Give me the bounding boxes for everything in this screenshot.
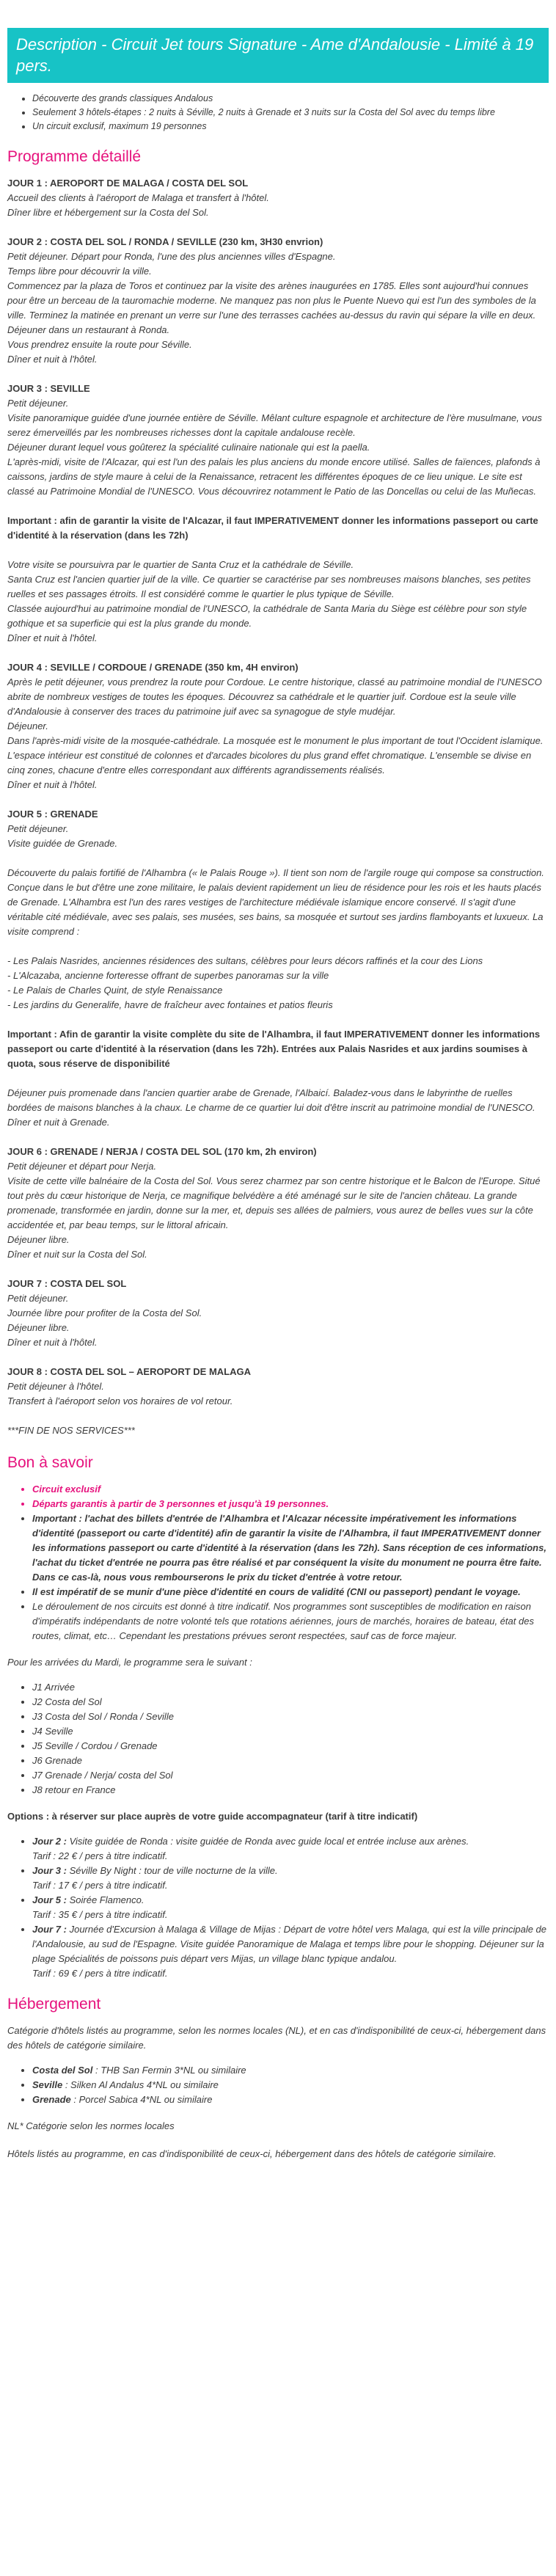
alhambra-list — [7, 954, 549, 1012]
option-day: Jour 2 : — [32, 1836, 67, 1847]
day-line: Visite panoramique guidée d'une journée entière de Séville. Mêlant culture espagnole et architecture de l'ère musulmane, vous serez émerveillés par les nombreuses richesses dont la capitale andalouse recèle. — [7, 412, 542, 438]
option-item — [32, 1893, 549, 1922]
bon-a-savoir-list — [7, 1482, 549, 1643]
day-line: Santa Cruz est l'ancien quartier juif de la ville. Ce quartier se caractérise par ses nombreuses maisons blanches, ses petites ruelles et ses passages étroits. Il est considéré comme le quartier le plus typique de Séville. — [7, 574, 531, 599]
list-item: • J2 Costa del Sol — [32, 1695, 549, 1710]
hebergement-footer: Hôtels listés au programme, en cas d'indisponibilité de ceux-ci, hébergement dans des hôtels de catégorie similaire. — [7, 2148, 497, 2159]
list-item: • J7 Grenade / Nerja/ costa del Sol — [32, 1768, 549, 1783]
day-7 — [7, 1277, 549, 1350]
day-heading: JOUR 2 : COSTA DEL SOL / RONDA / SEVILLE (230 km, 3H30 envrion) — [7, 236, 323, 247]
option-text: Séville By Night : tour de ville nocturne de la ville. — [69, 1865, 278, 1876]
day-line: Petit déjeuner et départ pour Nerja. — [7, 1161, 157, 1172]
day-line: Petit déjeuner. Départ pour Ronda, l'une des plus anciennes villes d'Espagne. — [7, 251, 336, 262]
day-line: Journée libre pour profiter de la Costa del Sol. — [7, 1307, 202, 1318]
day-heading: JOUR 4 : SEVILLE / CORDOUE / GRENADE (350 km, 4H environ) — [7, 662, 299, 673]
option-tarif: Tarif : 69 € / pers à titre indicatif. — [32, 1968, 168, 1979]
day-4 — [7, 660, 549, 792]
nl-note: NL* Catégorie selon les normes locales — [7, 2120, 175, 2131]
day-line: Petit déjeuner. — [7, 823, 69, 834]
day-heading: JOUR 8 : COSTA DEL SOL – AEROPORT DE MALAGA — [7, 1366, 252, 1377]
list-item: • Départs garantis à partir de 3 personnes et jusqu'à 19 personnes. — [32, 1497, 549, 1511]
hotel-name: : THB San Fermin 3*NL ou similaire — [95, 2065, 246, 2076]
day-line: Accueil des clients à l'aéroport de Malaga et transfert à l'hôtel. — [7, 192, 269, 203]
day-line: Votre visite se poursuivra par le quartier de Santa Cruz et la cathédrale de Séville. — [7, 559, 354, 570]
day-line: Dîner et nuit à l'hôtel. — [7, 632, 98, 643]
alcazar-notice: Important : afin de garantir la visite de l'Alcazar, il faut IMPERATIVEMENT donner les informations passeport ou carte d'identité à la réservation (dans les 72h) — [7, 515, 538, 541]
day-line: Dîner libre et hébergement sur la Costa del Sol. — [7, 207, 209, 218]
hotel-item — [32, 2092, 549, 2107]
day-line: Visite de cette ville balnéaire de la Costa del Sol. Vous serez charmez par son centre historique et le Balcon de l'Europe. Situé tout près du cœur historique de Nerja, ce magnifique belvédère a été aménagé sur le site de l'ancien château. La grande promenade, transformée en jardin, donne sur la mer, et, depuis ses allées de palmiers, vous aurez de belles vues sur la côte accidentée et, par beau temps, sur le littoral africain. — [7, 1175, 541, 1230]
day-line: L'après-midi, visite de l'Alcazar, qui est l'un des palais les plus anciens du monde encore utilisé. Salles de faïences, plafonds à caissons, jardins de style maure à celui de la Renaissance, retracent les différentes époques de ce lieu unique. Le site est classé au Patrimoine Mondial de l'UNESCO. Vous découvrirez notamment le Patio de las Doncellas ou celui de las Muñecas. — [7, 456, 541, 497]
day-line: Déjeuner durant lequel vous goûterez la spécialité culinaire nationale qui est la paella. — [7, 442, 370, 453]
day-line: Déjeuner puis promenade dans l'ancien quartier arabe de Grenade, l'Albaicí. Baladez-vous dans le labyrinthe de ruelles bordées de maisons blanches à la chaux. Le charme de ce quartier lui doit d'être inscrit au patrimoine mondial de l'UNESCO. — [7, 1087, 535, 1113]
list-item: • Circuit exclusif — [32, 1482, 549, 1497]
day-line: Dîner et nuit à l'hôtel. — [7, 1337, 98, 1348]
day-heading: JOUR 1 : AEROPORT DE MALAGA / COSTA DEL SOL — [7, 178, 249, 189]
list-item: • Un circuit exclusif, maximum 19 personnes — [32, 120, 549, 134]
day-line: Petit déjeuner à l'hôtel. — [7, 1381, 104, 1392]
hotel-place: Costa del Sol — [32, 2065, 93, 2076]
page-title: Description - Circuit Jet tours Signature - Ame d'Andalousie - Limité à 19 pers. — [7, 28, 549, 83]
day-6 — [7, 1145, 549, 1262]
day-line: Petit déjeuner. — [7, 1293, 69, 1304]
list-item: • J3 Costa del Sol / Ronda / Seville — [32, 1710, 549, 1724]
hotel-place: Grenade — [32, 2094, 71, 2105]
bon-a-savoir-heading: Bon à savoir — [7, 1454, 93, 1471]
option-item — [32, 1834, 549, 1864]
options-heading: Options : à réserver sur place auprès de votre guide accompagnateur (tarif à titre indicatif) — [7, 1811, 418, 1822]
list-item: - Les jardins du Generalife, havre de fraîcheur avec fontaines et patios fleuris — [7, 999, 333, 1010]
list-item: • J6 Grenade — [32, 1754, 549, 1768]
option-day: Jour 3 : — [32, 1865, 67, 1876]
hotel-item — [32, 2063, 549, 2078]
hotel-name: : Porcel Sabica 4*NL ou similaire — [73, 2094, 213, 2105]
day-line: Déjeuner libre. — [7, 1322, 70, 1333]
alhambra-notice: Important : Afin de garantir la visite complète du site de l'Alhambra, il faut IMPERATIVEMENT donner les informations passeport ou carte d'identité à la réservation (dans les 72h). Entrées aux Palais Nasrides et aux jardins soumises à quota, sous réserve de disponibilité — [7, 1029, 541, 1069]
day-line: Dîner et nuit à l'hôtel. — [7, 354, 98, 365]
hebergement-intro: Catégorie d'hôtels listés au programme, selon les normes locales (NL), et en cas d'indisponibilité de ceux-ci, hébergement dans des hôtels de catégorie similaire. — [7, 2025, 546, 2051]
day-line: Dîner et nuit à l'hôtel. — [7, 779, 98, 790]
day-heading: JOUR 7 : COSTA DEL SOL — [7, 1278, 127, 1289]
hotel-item — [32, 2078, 549, 2092]
mardi-intro: Pour les arrivées du Mardi, le programme sera le suivant : — [7, 1657, 252, 1668]
day-line: Après le petit déjeuner, vous prendrez la route pour Cordoue. Le centre historique, classé au patrimoine mondial de l'UNESCO abrite de nombreux vestiges de toutes les époques. Découvrez sa cathédrale et le quartier juif. Cordoue est la seule ville d'Andalousie à conserver des traces du patrimoine juif avec sa synagogue de style mudéjar. — [7, 676, 542, 717]
option-tarif: Tarif : 17 € / pers à titre indicatif. — [32, 1880, 168, 1891]
day-8 — [7, 1365, 549, 1409]
day-line: Vous prendrez ensuite la route pour Séville. — [7, 339, 192, 350]
list-item: • J1 Arrivée — [32, 1680, 549, 1695]
end-of-services: ***FIN DE NOS SERVICES*** — [7, 1425, 135, 1436]
day-line: Petit déjeuner. — [7, 398, 69, 409]
option-tarif: Tarif : 35 € / pers à titre indicatif. — [32, 1909, 168, 1920]
hotel-list — [7, 2063, 549, 2107]
hebergement-heading: Hébergement — [7, 1996, 101, 2013]
day-line: Transfert à l'aéroport selon vos horaires de vol retour. — [7, 1395, 233, 1406]
mardi-list — [7, 1680, 549, 1798]
day-line: Déjeuner. — [7, 720, 48, 731]
day-1 — [7, 176, 549, 220]
list-item: • Important : l'achat des billets d'entrée de l'Alhambra et l'Alcazar nécessite impérativement les informations d'identité (passeport ou carte d'identité) afin de garantir la visite de l'Alhambra, il faut IMPERATIVEMENT donner les informations passeport ou carte d'identité à la réservation (dans les 72h). Sans réception de ces informations, l'achat du ticket d'entrée ne pourra pas être réalisé et par conséquent la visite du monument ne pourra être faite. Dans ce cas-là, nous vous rembourserons le prix du ticket d'entrée à votre retour. — [32, 1511, 549, 1585]
alhambra-description: Découverte du palais fortifié de l'Alhambra (« le Palais Rouge »). Il tient son nom de l'argile rouge qui compose sa construction. Conçue dans le but d'être une zone militaire, le palais devient rapidement un lieu de résidence pour les rois et les hauts placés de Grenade. L'Alhambra est l'un des rares vestiges de l'architecture médiévale islamique encore conservé. Il s'agit d'une véritable cité médiévale, avec ses palais, ses musées, ses bains, sa mosquée et surtout ses jardins flamboyants et luxueux. La visite comprend : — [7, 867, 544, 937]
day-line: Classée aujourd'hui au patrimoine mondial de l'UNESCO, la cathédrale de Santa Maria du Siège est célèbre pour son style gothique et sa superficie qui est la plus grande du monde. — [7, 603, 527, 629]
day-3 — [7, 382, 549, 499]
option-item — [32, 1864, 549, 1893]
day-line: Temps libre pour découvrir la ville. — [7, 266, 152, 277]
programme-heading: Programme détaillé — [7, 148, 142, 165]
hotel-place: Seville — [32, 2079, 63, 2090]
day-line: Déjeuner libre. — [7, 1234, 70, 1245]
day-heading: JOUR 3 : SEVILLE — [7, 383, 90, 394]
list-item: - Les Palais Nasrides, anciennes résidences des sultans, célèbres pour leurs décors raffinés et la cour des Lions — [7, 955, 483, 966]
day-heading: JOUR 5 : GRENADE — [7, 809, 98, 820]
list-item: • Découverte des grands classiques Andalous — [32, 92, 549, 106]
day-5 — [7, 807, 549, 851]
options-list — [7, 1834, 549, 1981]
list-item: - L'Alcazaba, ancienne forteresse offrant de superbes panoramas sur la ville — [7, 970, 329, 981]
list-item: • Seulement 3 hôtels-étapes : 2 nuits à Séville, 2 nuits à Grenade et 3 nuits sur la Costa del Sol avec du temps libre — [32, 106, 549, 120]
list-item: - Le Palais de Charles Quint, de style Renaissance — [7, 985, 223, 996]
option-text: Visite guidée de Ronda : visite guidée de Ronda avec guide local et entrée incluse aux arènes. — [69, 1836, 469, 1847]
day-line: Commencez par la plaza de Toros et continuez par la visite des arènes inaugurées en 1785. Elles sont aujourd'hui connues pour être un berceau de la tauromachie moderne. Ne manquez pas non plus le Puente Nuevo qui est l'un des symboles de la ville. Terminez la matinée en prenant un verre sur l'une des terrasses cachées au-dessus du ravin qui sépare la ville en deux. — [7, 280, 536, 321]
day-heading: JOUR 6 : GRENADE / NERJA / COSTA DEL SOL (170 km, 2h environ) — [7, 1146, 317, 1157]
intro-list — [7, 92, 549, 134]
list-item: • J4 Seville — [32, 1724, 549, 1739]
list-item: • J5 Seville / Cordou / Grenade — [32, 1739, 549, 1754]
option-item — [32, 1922, 549, 1981]
day-line: Dans l'après-midi visite de la mosquée-cathédrale. La mosquée est le monument le plus important de tout l'Occident islamique. L'espace intérieur est constitué de colonnes et d'arcades bicolores du plus grand effet chromatique. L'ensemble se divise en cinq zones, chacune d'entre elles correspondant aux différents agrandissements réalisés. — [7, 735, 544, 776]
option-day: Jour 7 : — [32, 1924, 67, 1935]
day-2 — [7, 235, 549, 367]
day-line: Dîner et nuit sur la Costa del Sol. — [7, 1249, 147, 1260]
list-item: • J8 retour en France — [32, 1783, 549, 1798]
albaicin-section — [7, 1086, 549, 1130]
list-item: • Le déroulement de nos circuits est donné à titre indicatif. Nos programmes sont susceptibles de modification en raison d'impératifs indépendants de notre volonté tels que rotations aériennes, jours de marchés, horaires de bateau, état des routes, climat, etc… Cependant les prestations prévues seront respectées, sauf cas de force majeur. — [32, 1599, 549, 1643]
list-item: • Il est impératif de se munir d'une pièce d'identité en cours de validité (CNI ou passeport) pendant le voyage. — [32, 1585, 549, 1599]
day-3-continued — [7, 558, 549, 646]
option-tarif: Tarif : 22 € / pers à titre indicatif. — [32, 1850, 168, 1861]
day-line: Visite guidée de Grenade. — [7, 838, 118, 849]
day-line: Déjeuner dans un restaurant à Ronda. — [7, 324, 170, 335]
option-day: Jour 5 : — [32, 1894, 67, 1905]
option-text: Journée d'Excursion à Malaga & Village de Mijas : Départ de votre hôtel vers Malaga, qui est la ville principale de l'Andalousie, au sud de l'Espagne. Visite guidée Panoramique de Malaga et temps libre pour le shopping. Déjeuner sur la plage Spécialités de poissons puis départ vers Mijas, un village blanc typique andalou. — [32, 1924, 547, 1964]
day-line: Dîner et nuit à Grenade. — [7, 1117, 110, 1128]
hotel-name: : Silken Al Andalus 4*NL ou similaire — [65, 2079, 219, 2090]
option-text: Soirée Flamenco. — [69, 1894, 145, 1905]
